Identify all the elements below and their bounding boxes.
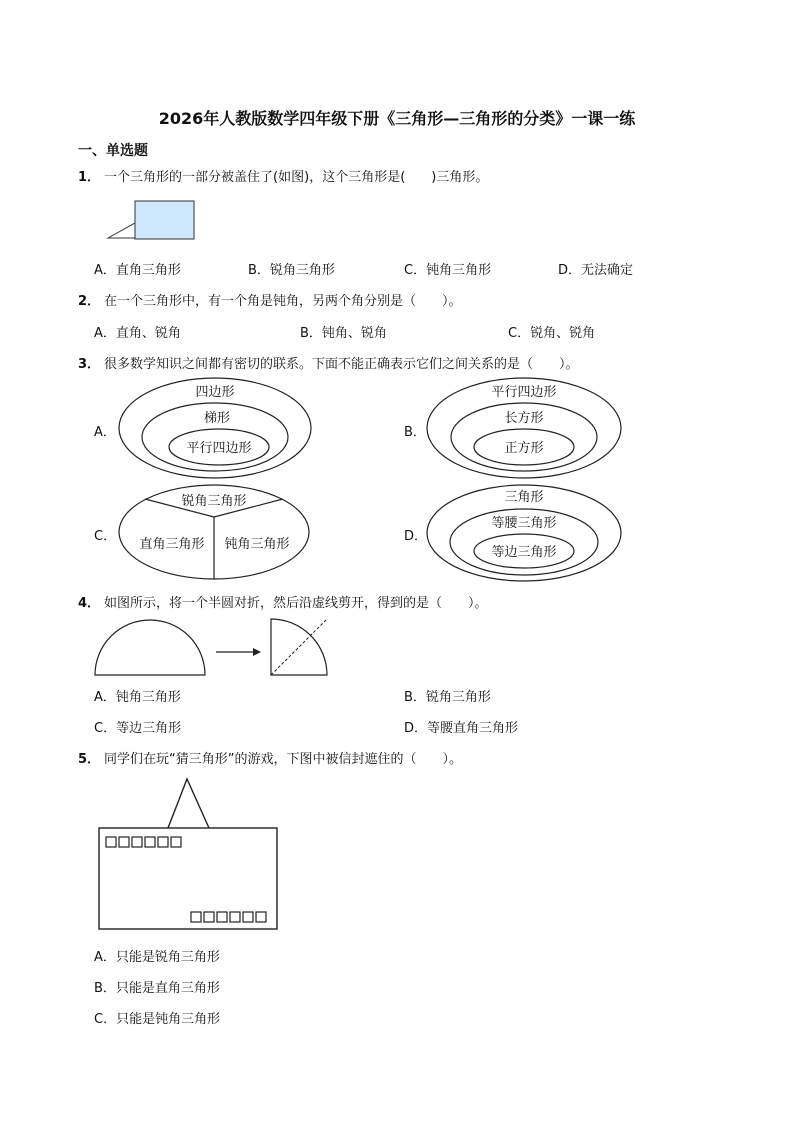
q5-option-a[interactable]: A．只能是锐角三角形 bbox=[94, 950, 220, 965]
diagram-label: 直角三角形 bbox=[139, 537, 205, 552]
q5-figure bbox=[97, 777, 281, 933]
q1-option-c[interactable]: C．钝角三角形 bbox=[404, 263, 492, 278]
question-number: 3． bbox=[78, 357, 101, 372]
q1-option-a[interactable]: A．直角三角形 bbox=[94, 263, 181, 278]
envelope bbox=[99, 828, 277, 929]
question-number: 1． bbox=[78, 170, 101, 185]
q3-diagram-d bbox=[426, 484, 622, 584]
page-title: 2026年人教版数学四年级下册《三角形—三角形的分类》一课一练 bbox=[158, 109, 636, 128]
diagram-label: 四边形 bbox=[195, 385, 235, 400]
dashed-cut-line bbox=[271, 619, 327, 675]
diagram-label: 平行四边形 bbox=[186, 441, 252, 456]
question-number: 5． bbox=[78, 752, 101, 767]
q3-option-b-label[interactable]: B． bbox=[404, 425, 426, 440]
q2-option-c[interactable]: C．锐角、锐角 bbox=[508, 326, 596, 341]
question-text: 很多数学知识之间都有密切的联系。下面不能正确表示它们之间关系的是（ ）。 bbox=[104, 357, 579, 372]
diagram-label: 等腰三角形 bbox=[491, 516, 557, 531]
section-heading: 一、单选题 bbox=[78, 143, 148, 159]
q2-option-b[interactable]: B．钝角、锐角 bbox=[300, 326, 387, 341]
question-1 bbox=[78, 166, 488, 185]
diagram-label: 三角形 bbox=[504, 490, 544, 505]
q3-option-a-label[interactable]: A． bbox=[94, 425, 116, 440]
question-text: 一个三角形的一部分被盖住了(如图)，这个三角形是( )三角形。 bbox=[104, 170, 489, 185]
question-text: 如图所示，将一个半圆对折，然后沿虚线剪开，得到的是（ ）。 bbox=[104, 596, 488, 611]
triangle-tip bbox=[168, 779, 209, 828]
q3-diagram-a bbox=[118, 377, 312, 481]
question-text: 在一个三角形中，有一个角是钝角，另两个角分别是（ ）。 bbox=[104, 294, 462, 309]
q3-diagram-b bbox=[426, 377, 622, 481]
q1-option-d[interactable]: D．无法确定 bbox=[558, 263, 634, 278]
question-number: 2． bbox=[78, 294, 101, 309]
visible-triangle-corner bbox=[108, 223, 135, 238]
diagram-label: 长方形 bbox=[504, 411, 544, 426]
question-number: 4． bbox=[78, 596, 101, 611]
question-4 bbox=[78, 592, 488, 611]
q3-option-d-label[interactable]: D． bbox=[404, 529, 428, 544]
diagram-label: 锐角三角形 bbox=[181, 494, 247, 509]
cover-rectangle bbox=[135, 201, 194, 239]
question-2 bbox=[78, 290, 462, 309]
q1-option-b[interactable]: B．锐角三角形 bbox=[248, 263, 335, 278]
q4-option-b[interactable]: B．锐角三角形 bbox=[404, 690, 491, 705]
q4-option-c[interactable]: C．等边三角形 bbox=[94, 721, 182, 736]
question-text: 同学们在玩“猜三角形”的游戏，下图中被信封遮住的（ ）。 bbox=[104, 752, 463, 767]
q3-option-c-label[interactable]: C． bbox=[94, 529, 117, 544]
q4-option-a[interactable]: A．钝角三角形 bbox=[94, 690, 181, 705]
q5-option-c[interactable]: C．只能是钝角三角形 bbox=[94, 1012, 221, 1027]
q4-option-d[interactable]: D．等腰直角三角形 bbox=[404, 721, 519, 736]
diagram-label: 梯形 bbox=[203, 411, 231, 426]
q2-option-a[interactable]: A．直角、锐角 bbox=[94, 326, 181, 341]
q1-figure bbox=[105, 198, 197, 244]
q4-figure bbox=[93, 615, 333, 677]
diagram-label: 钝角三角形 bbox=[224, 537, 290, 552]
diagram-label: 正方形 bbox=[504, 441, 544, 456]
question-5 bbox=[78, 748, 462, 767]
q5-option-b[interactable]: B．只能是直角三角形 bbox=[94, 981, 220, 996]
diagram-label: 等边三角形 bbox=[491, 545, 557, 560]
q3-diagram-c bbox=[118, 484, 310, 582]
question-3 bbox=[78, 353, 579, 372]
diagram-label: 平行四边形 bbox=[491, 385, 557, 400]
semicircle bbox=[95, 620, 205, 675]
arrow-head-icon bbox=[253, 648, 261, 656]
